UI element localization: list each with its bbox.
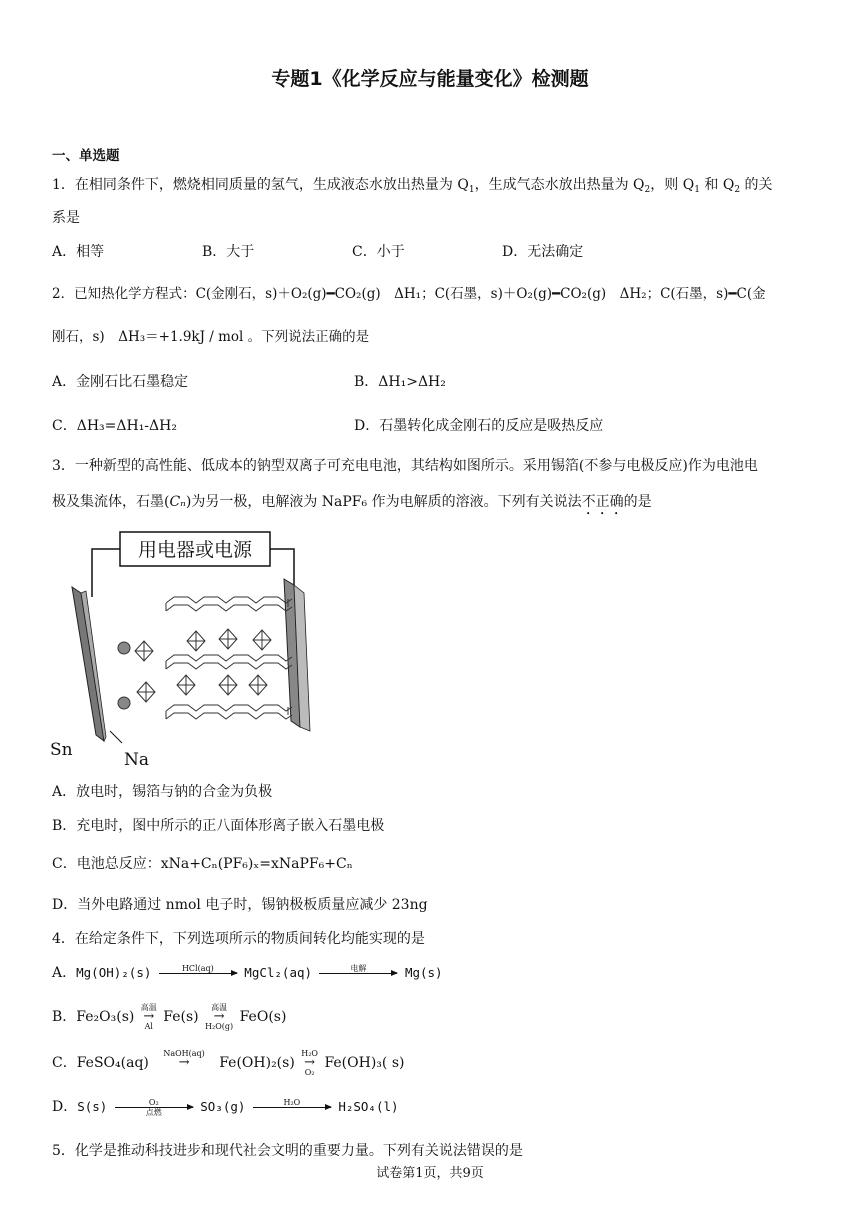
q2-stem-line2: 刚石，s) ΔH₃＝+1.9kJ / mol 。下列说法正确的是: [52, 329, 370, 345]
q3-stem-line2: 极及集流体，石墨(Cₙ)为另一极，电解液为 NaPF₆ 作为电解质的溶液。下列有关说法不正确的是: [52, 494, 652, 510]
left-wire: [92, 549, 120, 597]
battery-structure-figure: [48, 527, 328, 771]
reaction-arrow: O₂ 点燃: [115, 1098, 193, 1117]
q2-option-c: C．ΔH₃=ΔH₁-ΔH₂: [52, 418, 177, 434]
q1-option-d: D．无法确定: [502, 244, 584, 260]
right-wire: [270, 549, 294, 585]
emphasis-not-correct: 不正确: [581, 494, 624, 510]
q1-stem-line1: 1．在相同条件下，燃烧相同质量的氢气，生成液态水放出热量为 $Q_1$，生成气态水放出热量为 $Q_2$，则 $Q_1$ 和 $Q_2$ 的关: [52, 177, 773, 195]
graphite-layers: [166, 597, 292, 719]
reaction-arrow: 高温 → Al: [140, 1003, 157, 1031]
na-ion-sphere: [118, 697, 130, 709]
reaction-arrow: NaOH(aq) →: [163, 1049, 205, 1070]
reaction-arrow: H₂O: [253, 1098, 331, 1117]
q2-option-b: B．ΔH₁>ΔH₂: [354, 374, 446, 390]
page-title: 专题1《化学反应与能量变化》检测题: [271, 68, 589, 90]
q1-option-a: A．相等: [52, 244, 105, 260]
q4-stem: 4．在给定条件下，下列选项所示的物质间转化均能实现的是: [52, 931, 425, 947]
page-footer: 试卷第1页，共9页: [376, 1166, 484, 1181]
q1-option-b: B．大于: [202, 244, 255, 260]
q3-option-d: D．当外电路通过 nmol 电子时，锡钠极板质量应减少 23ng: [52, 897, 428, 913]
reaction-arrow: HCl(aq): [159, 964, 237, 983]
q3-option-b: B．充电时，图中所示的正八面体形离子嵌入石墨电极: [52, 818, 385, 834]
section-heading: 一、单选题: [52, 148, 120, 164]
q5-stem: 5．化学是推动科技进步和现代社会文明的重要力量。下列有关说法错误的是: [52, 1143, 523, 1159]
label-sn: Sn: [50, 740, 73, 760]
q4-option-d: D．S(s) O₂ 点燃 SO₃(g) H₂O H₂SO₄(l): [52, 1097, 399, 1117]
reaction-arrow: H₂O → O₂: [301, 1049, 318, 1077]
reaction-arrow: 电解: [319, 964, 397, 983]
q1-option-c: C．小于: [352, 244, 405, 260]
reaction-arrow: 高温 → H₂O(g): [205, 1003, 234, 1031]
na-pointer-line: [110, 731, 122, 743]
q2-option-d: D．石墨转化成金刚石的反应是吸热反应: [354, 418, 604, 434]
power-source-label: 用电器或电源: [137, 539, 253, 561]
q2-stem-line1: 2．已知热化学方程式：C(金刚石，s)＋O₂(g)━CO₂(g) ΔH₁；C(石墨，s)＋O₂(g)━CO₂(g) ΔH₂；C(石墨，s)━C(金: [52, 286, 766, 302]
q4-option-a: A．Mg(OH)₂(s) HCl(aq) MgCl₂(aq) 电解 Mg(s): [52, 963, 443, 981]
q3-stem-line1: 3．一种新型的高性能、低成本的钠型双离子可充电电池，其结构如图所示。采用锡箔(不参与电极反应)作为电池电: [52, 458, 758, 474]
label-na: Na: [124, 750, 150, 770]
q3-option-a: A．放电时，锡箔与钠的合金为负极: [52, 784, 273, 800]
q4-option-c: C．FeSO₄(aq) NaOH(aq) → Fe(OH)₂(s) H₂O → O₂ Fe(OH)₃( s): [52, 1049, 405, 1077]
na-ion-sphere: [118, 642, 130, 654]
q4-option-b: B．Fe₂O₃(s) 高温 → Al Fe(s) 高温 → H₂O(g) FeO(s): [52, 1003, 287, 1031]
q2-option-a: A．金刚石比石墨稳定: [52, 374, 189, 390]
q3-option-c: C．电池总反应：xNa+Cₙ(PF₆)ₓ=xNaPF₆+Cₙ: [52, 856, 353, 872]
q1-stem-line2: 系是: [52, 210, 80, 226]
